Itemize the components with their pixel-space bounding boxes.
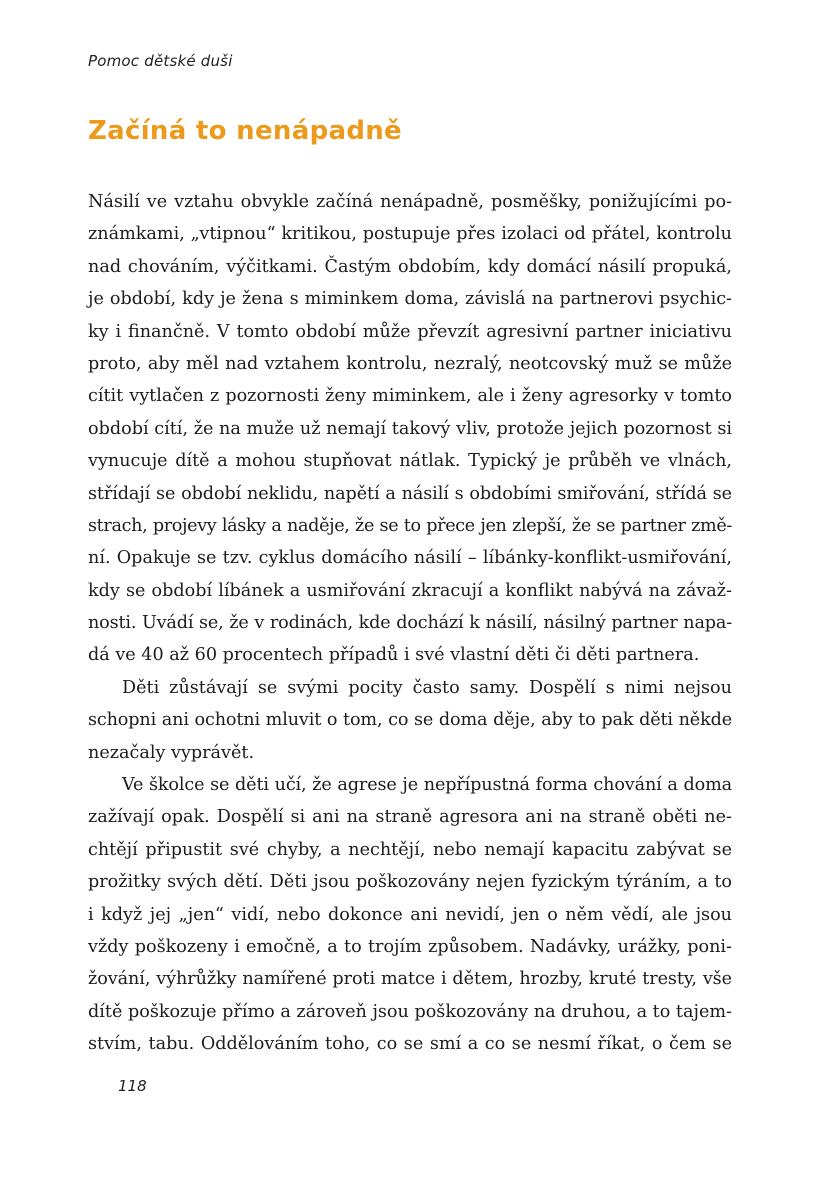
text-line: dá ve 40 až 60 procentech případů i své vlastní děti či děti partnera. [88, 645, 700, 666]
text-line: zažívají opak. Dospělí si ani na straně agresora ani na straně oběti ne- [88, 807, 732, 828]
text-line: nad chováním, výčitkami. Častým obdobím, kdy domácí násilí propuká, [88, 256, 732, 277]
text-line: Násilí ve vztahu obvykle začíná nenápadně, posměšky, ponižujícími po- [88, 192, 732, 212]
text-line: prožitky svých dětí. Děti jsou poškozovány nejen fyzickým týráním, a to [88, 872, 732, 893]
text-line: známkami, „vtipnou“ kritikou, postupuje přes izolaci od přátel, kontrolu [88, 224, 732, 245]
text-line: žování, výhrůžky namířené proti matce i dětem, hrozby, kruté tresty, vše [88, 969, 732, 990]
text-line: nosti. Uvádí se, že v rodinách, kde dochází k násilí, násilný partner napa- [88, 613, 732, 634]
text-line: dítě poškozuje přímo a zároveň jsou poškozovány na druhou, a to tajem- [88, 1001, 732, 1022]
text-line: ky i finančně. V tomto období může převzít agresivní partner iniciativu [88, 321, 732, 342]
text-line: stvím, tabu. Oddělováním toho, co se smí a co se nesmí říkat, o čem se [88, 1034, 732, 1055]
body-text [88, 186, 732, 1061]
text-line: je období, kdy je žena s miminkem doma, závislá na partnerovi psychic- [88, 289, 732, 310]
paragraph-first-line: Ve školce se děti učí, že agrese je nepřípustná forma chování a doma [122, 775, 732, 796]
section-heading: Začíná to nenápadně [88, 116, 402, 146]
running-head: Pomoc dětské duši [88, 52, 233, 70]
text-line: cítit vytlačen z pozornosti ženy miminkem, ale i ženy agresorky v tomto [88, 386, 732, 407]
page-number: 118 [118, 1077, 147, 1095]
text-line: vynucuje dítě a mohou stupňovat nátlak. Typický je průběh ve vlnách, [88, 451, 732, 472]
text-line: kdy se období líbánek a usmiřování zkracují a konflikt nabývá na závaž- [88, 580, 732, 601]
text-line: i když jej „jen“ vidí, nebo dokonce ani nevidí, jen o něm vědí, ale jsou [88, 904, 732, 925]
text-line: chtějí připustit své chyby, a nechtějí, nebo nemají kapacitu zabývat se [88, 839, 732, 860]
text-line: strach, projevy lásky a naděje, že se to přece jen zlepší, že se partner změ- [88, 515, 732, 536]
text-line: období cítí, že na muže už nemají takový vliv, protože jejich pozornost si [88, 418, 732, 439]
text-line: střídají se období neklidu, napětí a násilí s obdobími smiřování, střídá se [88, 483, 732, 504]
text-line: vždy poškozeny i emočně, a to trojím způsobem. Nadávky, urážky, poni- [88, 936, 732, 957]
paragraph-first-line: Děti zůstávají se svými pocity často samy. Dospělí s nimi nejsou [122, 677, 732, 698]
text-line: ní. Opakuje se tzv. cyklus domácího násilí – líbánky-konflikt-usmiřování, [88, 548, 732, 569]
text-line: proto, aby měl nad vztahem kontrolu, nezralý, neotcovský muž se může [88, 353, 732, 374]
text-line: nezačaly vyprávět. [88, 742, 255, 763]
text-line: schopni ani ochotni mluvit o tom, co se doma děje, aby to pak děti někde [88, 710, 732, 731]
